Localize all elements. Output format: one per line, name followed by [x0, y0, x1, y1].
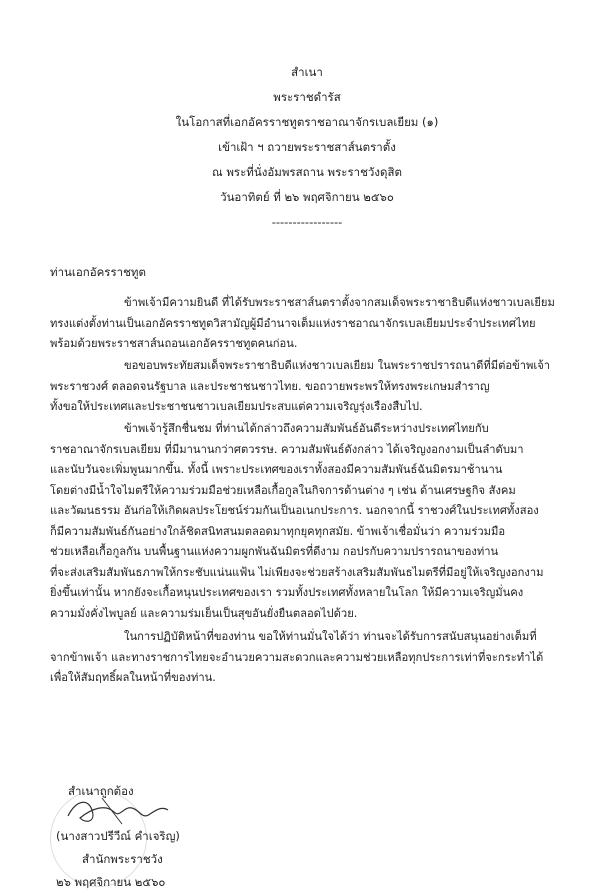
document-header — [0, 60, 614, 235]
signature-block — [56, 780, 180, 894]
paragraph-line: ทรงแต่งตั้งท่านเป็นเอกอัครราชทูตวิสามัญผู้มีอำนาจเต็มแห่งราชอาณาจักรเบลเยียมประจำประเทศไทย — [50, 316, 536, 330]
paragraph-line: จากข้าพเจ้า และทางราชการไทยจะอำนวยความสะดวกและความช่วยเหลือทุกประการเท่าที่จะกระทำได้ — [50, 650, 544, 664]
paragraph-line: ราชอาณาจักรเบลเยียม ที่มีมานานกว่าศตวรรษ. ความสัมพันธ์ดังกล่าว ได้เจริญงอกงามเป็นลำดับมา — [50, 442, 524, 456]
paragraph-line: ข้าพเจ้ามีความยินดี ที่ได้รับพระราชสาส์นตราตั้งจากสมเด็จพระราชาธิบดีแห่งชาวเบลเยียม — [124, 296, 555, 309]
date-line: วันอาทิตย์ ที่ ๒๖ พฤศจิกายน ๒๕๖๐ — [220, 190, 394, 204]
paragraph-line: ยิ่งขึ้นเท่านั้น หากยังจะเกื้อหนุนประเทศของเรา รวมทั้งประเทศทั้งหลายในโลก ให้มีความเจริญมั่นคง — [50, 586, 524, 599]
salutation: ท่านเอกอัครราชทูต — [50, 265, 146, 279]
paragraph-line: และนับวันจะเพิ่มพูนมากขึ้น. ทั้งนี้ เพราะประเทศของเราทั้งสองมีความสัมพันธ์ฉันมิตรมาช้านาน — [50, 463, 503, 476]
paragraph-line: เพื่อให้สัมฤทธิ์ผลในหน้าที่ของท่าน. — [50, 671, 216, 684]
occasion-line: ในโอกาสที่เอกอัครราชทูตราชอาณาจักรเบลเยียม (๑) — [175, 115, 439, 129]
paragraph-line: พร้อมด้วยพระราชสาส์นถอนเอกอัครราชทูตคนก่อน. — [50, 337, 298, 350]
paragraph-line: ทั้งขอให้ประเทศและประชาชนชาวเบลเยียมประสบแต่ความเจริญรุ่งเรืองสืบไป. — [50, 400, 423, 413]
paragraph-line: ขอขอบพระทัยสมเด็จพระราชาธิบดีแห่งชาวเบลเยียม ในพระราชปรารถนาดีที่มีต่อข้าพเจ้า — [124, 359, 551, 372]
paragraph-3 — [50, 419, 570, 624]
venue-line: ณ พระที่นั่งอัมพรสถาน พระราชวังดุสิต — [212, 165, 402, 179]
paragraph-1 — [50, 293, 570, 355]
paragraph-line: ช่วยเหลือเกื้อกูลกัน บนพื้นฐานแห่งความผูกพันฉันมิตรที่ดีงาม กอปรกับความปรารถนาของท่าน — [50, 545, 499, 558]
paragraph-line: และวัฒนธรรม อันก่อให้เกิดผลประโยชน์ร่วมกันเป็นอเนกประการ. นอกจากนี้ ราชวงศ์ในประเทศทั้งสอง — [50, 504, 539, 517]
paragraph-2 — [50, 356, 570, 418]
paragraph-line: ความมั่งคั่งไพบูลย์ และความร่มเย็นเป็นสุขอันยั่งยืนตลอดไปด้วย. — [50, 606, 358, 620]
copy-label: สำเนา — [291, 65, 323, 79]
header-divider: ----------------- — [271, 215, 343, 229]
paragraph-line: พระราชวงศ์ ตลอดจนรัฐบาล และประชาชนชาวไทย. ขอถวายพระพรให้ทรงพระเกษมสำราญ — [50, 379, 490, 393]
certified-copy-label: สำเนาถูกต้อง — [68, 784, 134, 798]
signatory-office: สำนักพระราชวัง — [82, 852, 163, 866]
paragraph-line: ในการปฏิบัติหน้าที่ของท่าน ขอให้ท่านมั่นใจได้ว่า ท่านจะได้รับการสนับสนุนอย่างเต็มที่ — [124, 630, 537, 643]
paragraph-line: ก็มีความสัมพันธ์กันอย่างใกล้ชิดสนิทสนมตลอดมาทุกยุคทุกสมัย. ข้าพเจ้าเชื่อมั่นว่า ความร่วมมือ — [50, 524, 506, 538]
paragraph-4 — [50, 627, 570, 689]
document-title: พระราชดำรัส — [273, 90, 341, 104]
audience-line: เข้าเฝ้า ฯ ถวายพระราชสาส์นตราตั้ง — [218, 140, 396, 154]
signature-date: ๒๖ พฤศจิกายน ๒๕๖๐ — [56, 875, 166, 889]
paragraph-line: ที่จะส่งเสริมสัมพันธภาพให้กระชับแน่นแฟ้น ไม่เพียงจะช่วยสร้างเสริมสัมพันธไมตรีที่มีอยู่ให้เจริญงอกงาม — [50, 565, 544, 579]
paragraph-line: โดยต่างมีน้ำใจไมตรีให้ความร่วมมือช่วยเหลือเกื้อกูลในกิจการด้านต่าง ๆ เช่น ด้านเศรษฐกิจ สังคม — [50, 483, 516, 497]
paragraph-line: ข้าพเจ้ารู้สึกชื่นชม ที่ท่านได้กล่าวถึงความสัมพันธ์อันดีระหว่างประเทศไทยกับ — [124, 422, 489, 435]
signatory-name: (นางสาวปรีวีณ์ คำเจริญ) — [56, 829, 180, 843]
